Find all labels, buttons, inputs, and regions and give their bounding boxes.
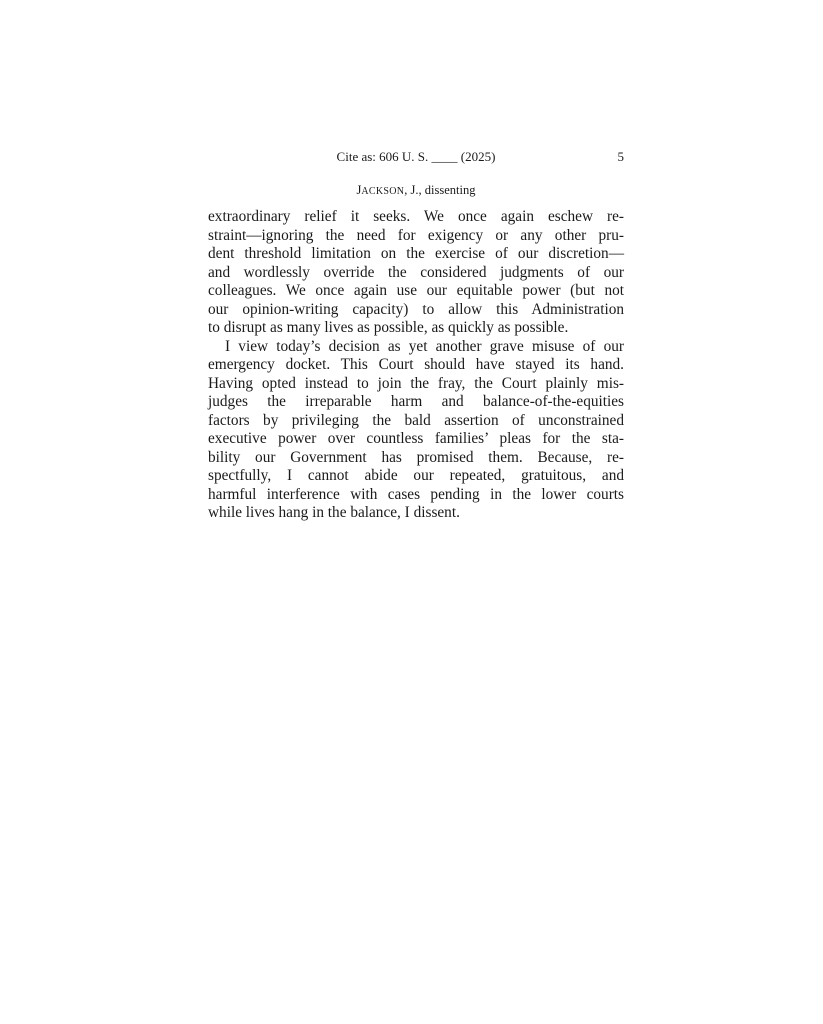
text-line: I view today’s decision as yet another grave misuse of our: [225, 337, 624, 355]
text-line: factors by privileging the bald assertion of unconstrained: [208, 411, 624, 429]
text-line: bility our Government has promised them. Because, re-: [208, 448, 624, 466]
opinion-body: [208, 208, 624, 523]
text-line: judges the irreparable harm and balance-of-the-equities: [208, 393, 624, 410]
author-suffix: , J., dissenting: [404, 183, 476, 197]
author-name-rest: ACKSON: [361, 186, 405, 197]
text-line: and wordlessly override the considered judgments of our: [208, 263, 624, 281]
paragraph: [208, 208, 624, 338]
text-line: our opinion-writing capacity) to allow this Administration: [208, 300, 624, 318]
text-line: while lives hang in the balance, I dissent.: [208, 504, 460, 521]
text-line: dent threshold limitation on the exercise of our discretion—: [208, 245, 624, 262]
text-line: emergency docket. This Court should have stayed its hand.: [208, 356, 624, 373]
text-line: to disrupt as many lives as possible, as quickly as possible.: [208, 319, 569, 336]
page-number: 5: [617, 149, 624, 164]
text-line: Having opted instead to join the fray, the Court plainly mis-: [208, 374, 624, 392]
text-line: extraordinary relief it seeks. We once again eschew re-: [208, 208, 624, 225]
text-line: colleagues. We once again use our equitable power (but not: [208, 282, 624, 299]
opinion-author-line: [208, 183, 624, 198]
author-initial: J: [356, 183, 362, 197]
running-head: [208, 149, 624, 167]
text-line: executive power over countless families’ pleas for the sta-: [208, 430, 624, 447]
citation-header: Cite as: 606 U. S. ____ (2025): [336, 149, 496, 164]
text-line: harmful interference with cases pending in the lower courts: [208, 485, 624, 503]
paragraph: [208, 338, 624, 523]
text-line: straint—ignoring the need for exigency or any other pru-: [208, 226, 624, 244]
text-line: spectfully, I cannot abide our repeated, gratuitous, and: [208, 467, 624, 484]
